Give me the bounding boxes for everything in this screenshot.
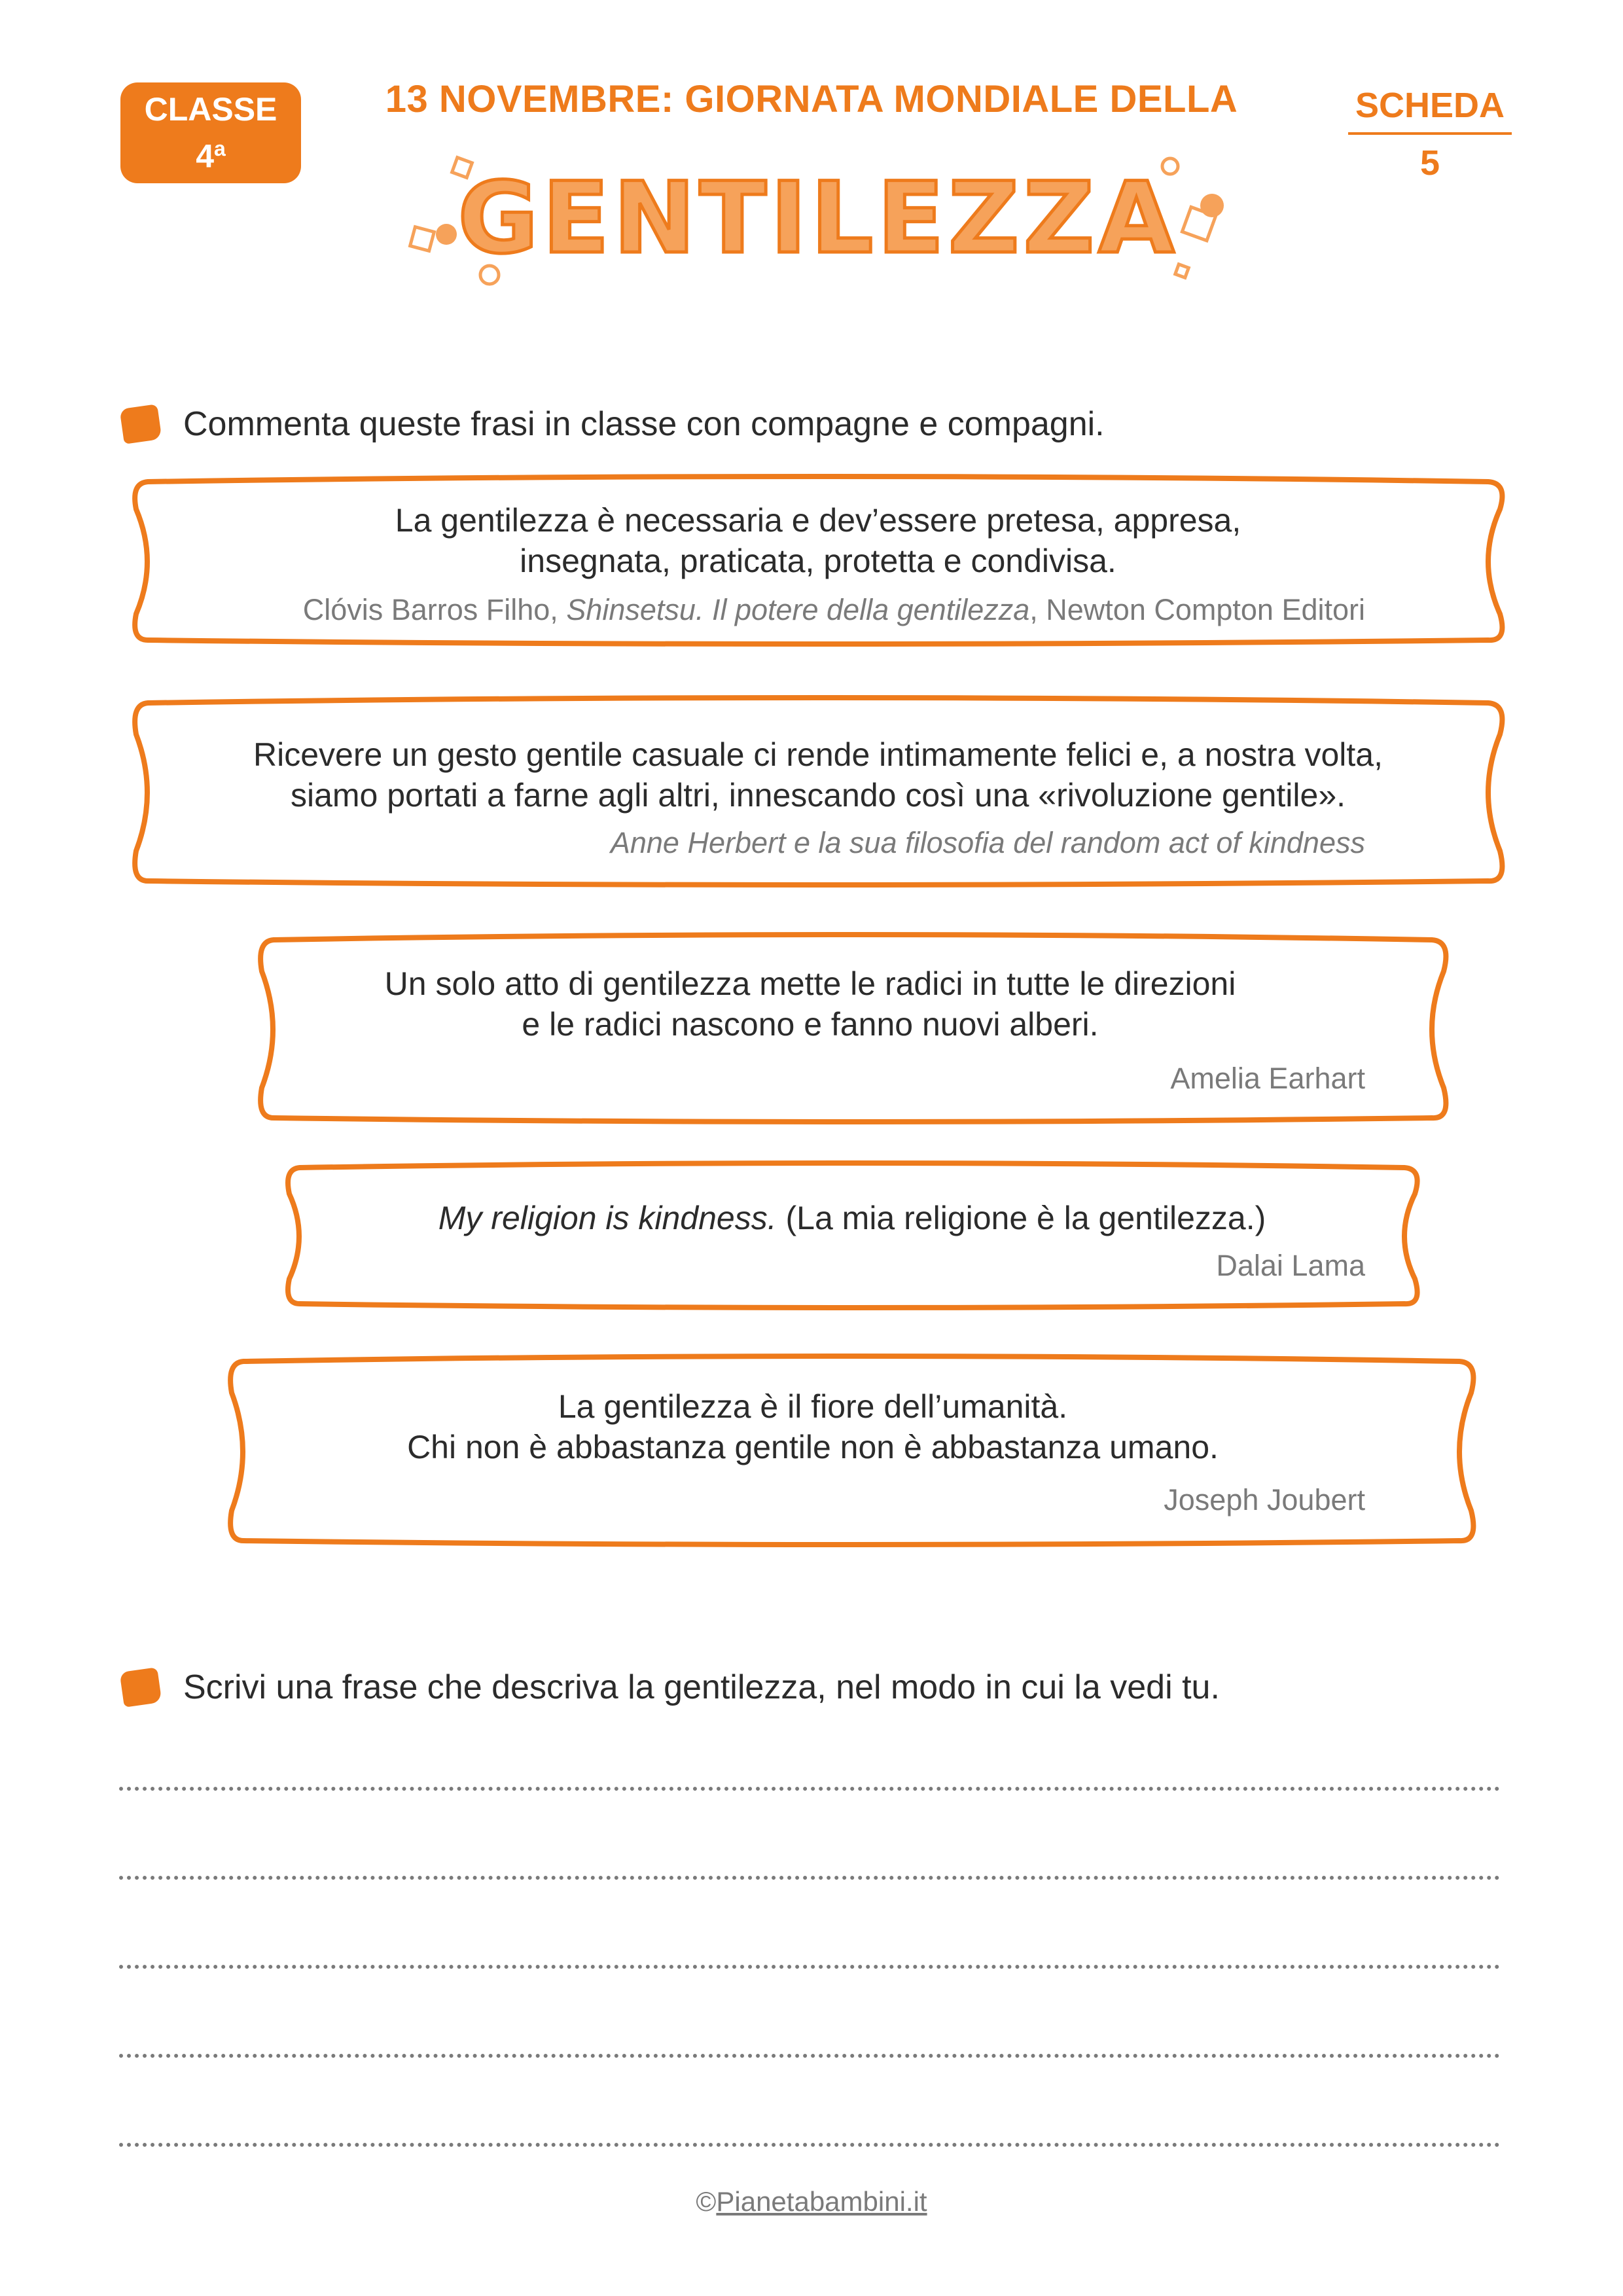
worksheet-num: 5 <box>1419 143 1440 183</box>
class-badge-label: CLASSE <box>144 91 277 128</box>
quote-3-author: Amelia Earhart <box>1170 1062 1365 1095</box>
quote-2-text <box>128 734 1508 816</box>
worksheet-number <box>1348 85 1512 183</box>
quote-box-3 <box>254 935 1452 1124</box>
title-word: GENTILEZZA <box>457 162 1179 276</box>
writing-line-1[interactable] <box>119 1787 1500 1791</box>
quote-2-line-2: siamo portati a farne agli altri, innescando così una «rivoluzione gentile». <box>290 777 1346 814</box>
quote-4-rest: (La mia religione è la gentilezza.) <box>776 1200 1266 1236</box>
writing-line-2[interactable] <box>119 1876 1500 1880</box>
writing-line-5[interactable] <box>119 2143 1500 2147</box>
instruction-comment-text: Commenta queste frasi in classe con compagne e compagni. <box>183 405 1105 443</box>
bullet-icon <box>120 404 162 444</box>
quote-1-author: Clóvis Barros Filho, Shinsetsu. Il potere della gentilezza, Newton Compton Editori <box>302 593 1365 626</box>
class-badge <box>120 82 301 183</box>
quote-box-4 <box>281 1162 1423 1310</box>
quote-3-line-1: Un solo atto di gentilezza mette le radici in tutte le direzioni <box>384 965 1236 1002</box>
quote-2-author: Anne Herbert e la sua filosofia del random act of kindness <box>610 826 1365 859</box>
quote-3-line-2: e le radici nascono e fanno nuovi alberi. <box>522 1006 1099 1043</box>
quote-1-text <box>128 500 1508 581</box>
quote-5-line-2: Chi non è abbastanza gentile non è abbastanza umano. <box>407 1429 1219 1465</box>
quote-2-line-1: Ricevere un gesto gentile casuale ci rende intimamente felici e, a nostra volta, <box>253 736 1383 773</box>
quote-box-1 <box>128 476 1508 647</box>
quote-box-2 <box>128 698 1508 888</box>
class-badge-number: 4$^a$ <box>196 137 226 175</box>
quote-5-text <box>224 1386 1402 1467</box>
instruction-write <box>122 1668 1496 1707</box>
quote-5-author: Joseph Joubert <box>1164 1483 1365 1516</box>
writing-line-4[interactable] <box>119 2054 1500 2058</box>
worksheet-label: SCHEDA <box>1348 85 1512 135</box>
quote-1-line-2: insegnata, praticata, protetta e condivisa. <box>520 543 1116 579</box>
quote-4-author: Dalai Lama <box>1216 1249 1365 1282</box>
quote-box-5 <box>224 1356 1479 1547</box>
title-gentilezza-logo <box>393 137 1243 295</box>
footer-credit: ©Pianetabambini.it <box>696 2186 927 2217</box>
writing-line-3[interactable] <box>119 1965 1500 1969</box>
quote-1-line-1: La gentilezza è necessaria e dev’essere pretesa, appresa, <box>395 502 1241 539</box>
quote-3-text <box>254 963 1366 1045</box>
bullet-icon <box>120 1667 162 1708</box>
instruction-write-text: Scrivi una frase che descriva la gentilezza, nel modo in cui la vedi tu. <box>183 1668 1220 1706</box>
footer-site-link[interactable]: Pianetabambini.it <box>716 2186 927 2217</box>
quote-5-line-1: La gentilezza è il fiore dell’umanità. <box>558 1388 1068 1425</box>
instruction-comment <box>122 404 1496 444</box>
header-title-line: 13 NOVEMBRE: GIORNATA MONDIALE DELLA <box>385 78 1238 120</box>
quote-4-italic: My religion is kindness. <box>438 1200 777 1236</box>
quote-4-text <box>281 1198 1423 1238</box>
